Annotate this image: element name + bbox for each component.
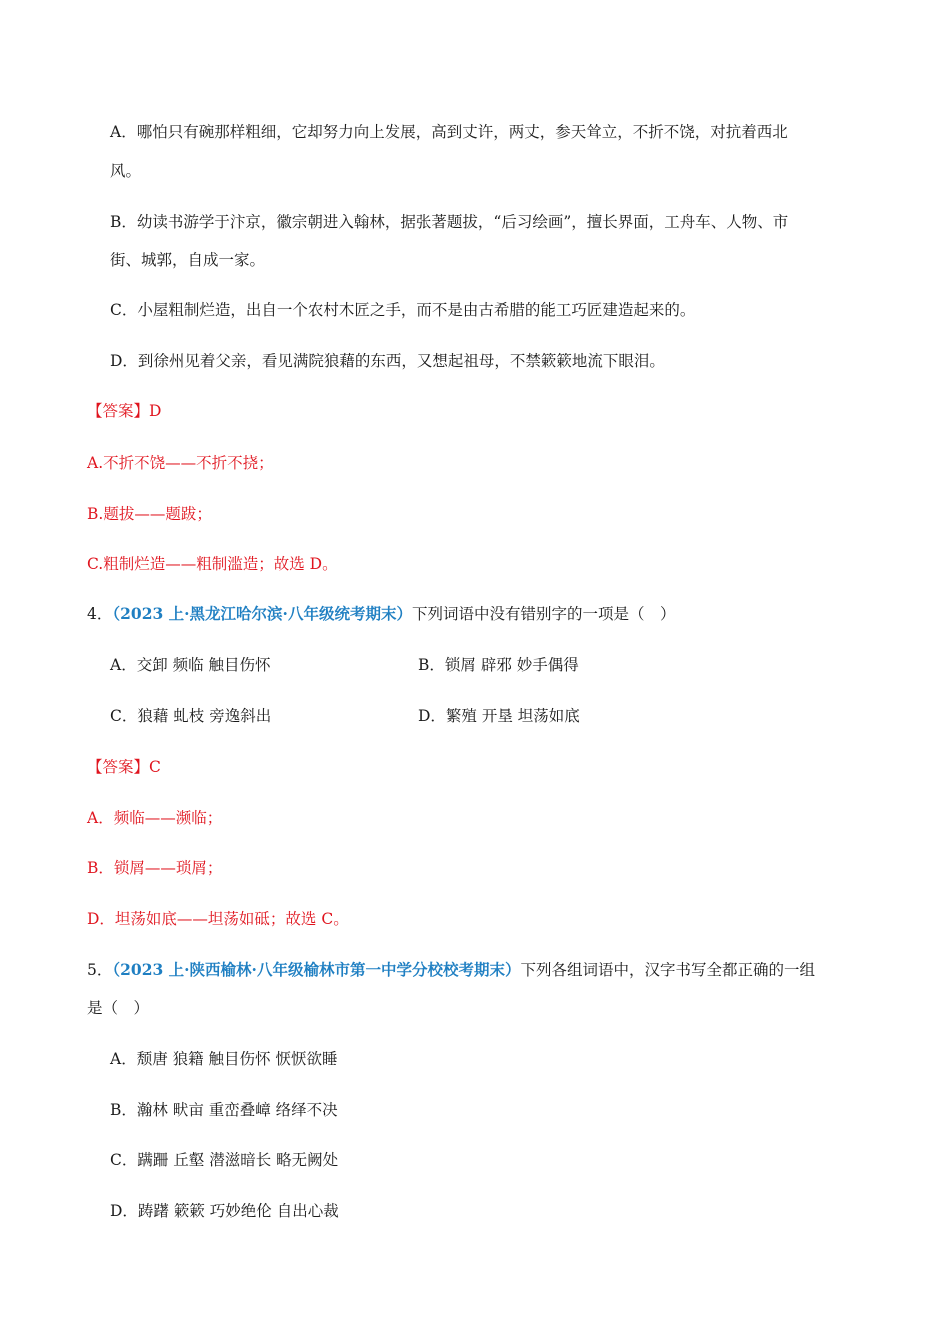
q3-option-a-line1: A．哪怕只有碗那样粗细，它却努力向上发展，高到丈许，两丈，参天耸立，不折不饶，对抗着西北 [110, 123, 788, 141]
q3-option-d: D．到徐州见着父亲，看见满院狼藉的东西，又想起祖母，不禁簌簌地流下眼泪。 [110, 352, 665, 370]
q4-number: 4． [87, 605, 113, 623]
answer-value: C [149, 758, 161, 776]
q5-option-b: B．瀚林 畎亩 重峦叠嶂 络绎不决 [110, 1101, 338, 1119]
q4-explanation-b: B．锁屑——琐屑； [87, 859, 223, 877]
q4-explanation-d: D．坦荡如底——坦荡如砥；故选 C。 [87, 910, 349, 928]
q3-answer [87, 400, 161, 422]
q3-explanation-c: C.粗制烂造——粗制滥造；故选 D。 [87, 555, 338, 573]
q3-option-c: C．小屋粗制烂造，出自一个农村木匠之手，而不是由古希腊的能工巧匠建造起来的。 [110, 301, 696, 319]
q5-source: （2023 上·陕西榆林·八年级榆林市第一中学分校校考期末） [112, 960, 521, 979]
q5-number: 5． [87, 961, 113, 979]
q4-stem [87, 603, 675, 625]
q4-option-d: D．繁殖 开垦 坦荡如底 [418, 707, 580, 725]
q4-option-a: A．交卸 频临 触目伤怀 [110, 656, 271, 674]
answer-value: D [149, 402, 162, 420]
q5-option-a: A．颓唐 狼籍 触目伤怀 恹恹欲睡 [110, 1050, 338, 1068]
q4-stem-text: 下列词语中没有错别字的一项是（ ） [411, 605, 676, 623]
q5-stem-line1 [87, 959, 815, 981]
q5-stem-text: 下列各组词语中，汉字书写全都正确的一组 [520, 961, 815, 979]
q4-option-b: B．锁屑 辟邪 妙手偶得 [418, 656, 579, 674]
q3-explanation-a: A.不折不饶——不折不挠； [87, 454, 274, 472]
q4-explanation-a: A．频临——濒临； [87, 809, 223, 827]
q4-option-c: C．狼藉 虬枝 旁逸斜出 [110, 707, 272, 725]
answer-label: 【答案】 [87, 758, 150, 776]
q3-option-b-line2: 街、城郭，自成一家。 [110, 251, 266, 269]
q5-option-d: D．踌躇 簌簌 巧妙绝伦 自出心裁 [110, 1202, 339, 1220]
q5-option-c: C．蹒跚 丘壑 潜滋暗长 略无阙处 [110, 1151, 339, 1169]
q4-source: （2023 上·黑龙江哈尔滨·八年级统考期末） [112, 604, 412, 623]
answer-label: 【答案】 [87, 402, 150, 420]
q3-option-a-line2: 风。 [110, 162, 142, 180]
q3-explanation-b: B.题拔——题跋； [87, 505, 212, 523]
q4-answer [87, 756, 161, 778]
q5-stem-line2: 是（ ） [87, 999, 150, 1017]
q3-option-b-line1: B．幼读书游学于汴京，徽宗朝进入翰林，据张著题拔，“后习绘画”，擅长界面，工舟车、人物、市 [110, 213, 789, 231]
